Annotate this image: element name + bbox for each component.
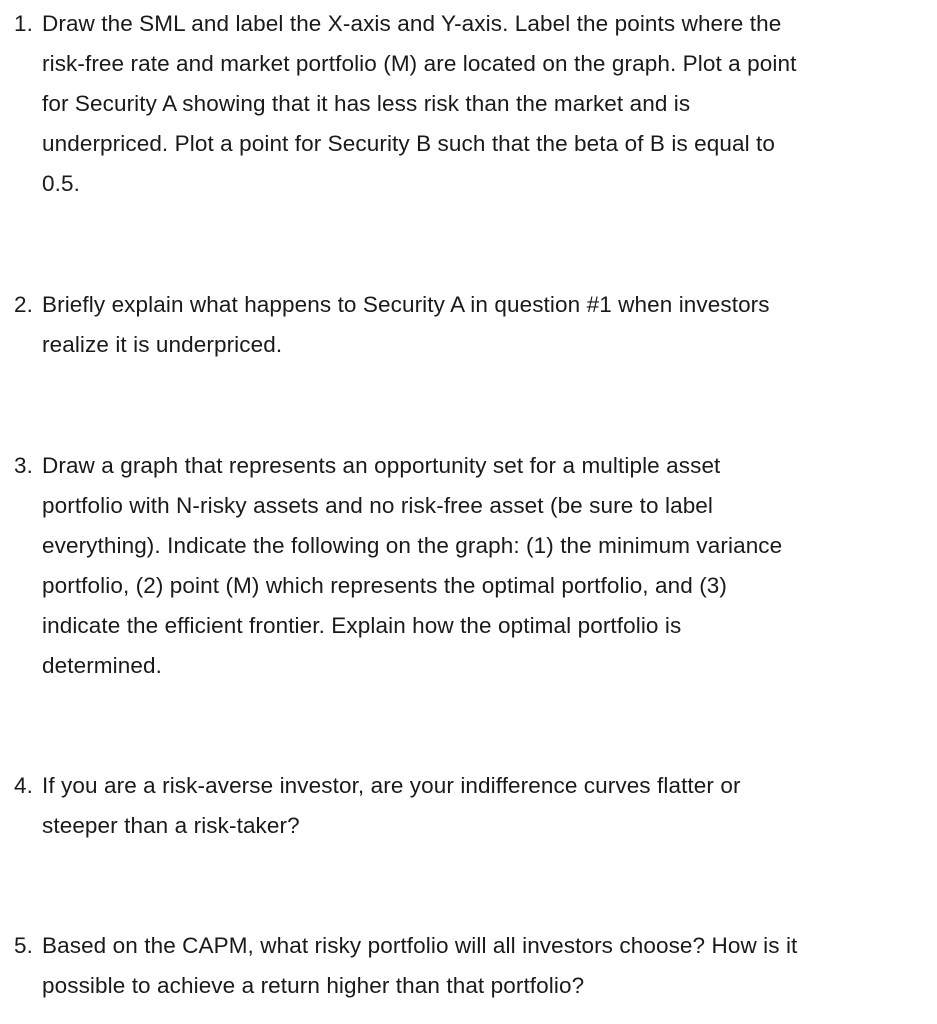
question-text: If you are a risk-averse investor, are your indifference curves flatter or steeper than a risk-taker?	[42, 773, 741, 838]
question-number: 2.	[14, 292, 33, 317]
question-1	[14, 4, 929, 204]
question-text: Briefly explain what happens to Security A in question #1 when investors realize it is underpriced.	[42, 292, 770, 357]
question-text: Draw the SML and label the X-axis and Y-axis. Label the points where the risk-free rate and market portfolio (M) are located on the graph. Plot a point for Security A showing that it has less risk than the market and is underpriced. Plot a point for Security B such that the beta of B is equal to 0.5.	[42, 11, 797, 196]
question-number: 4.	[14, 773, 33, 798]
question-number: 3.	[14, 453, 33, 478]
question-2	[14, 285, 929, 365]
question-text: Draw a graph that represents an opportunity set for a multiple asset portfolio with N-risky assets and no risk-free asset (be sure to label everything). Indicate the following on the graph: (1) the minimum variance portfolio, (2) point (M) which represents the optimal portfolio, and (3) indicate the efficient frontier. Explain how the optimal portfolio is determined.	[42, 453, 783, 678]
question-number: 5.	[14, 933, 33, 958]
question-3	[14, 446, 929, 686]
question-5	[14, 926, 929, 1006]
question-4	[14, 766, 929, 846]
question-number: 1.	[14, 11, 33, 36]
question-text: Based on the CAPM, what risky portfolio will all investors choose? How is it possible to achieve a return higher than that portfolio?	[42, 933, 798, 998]
